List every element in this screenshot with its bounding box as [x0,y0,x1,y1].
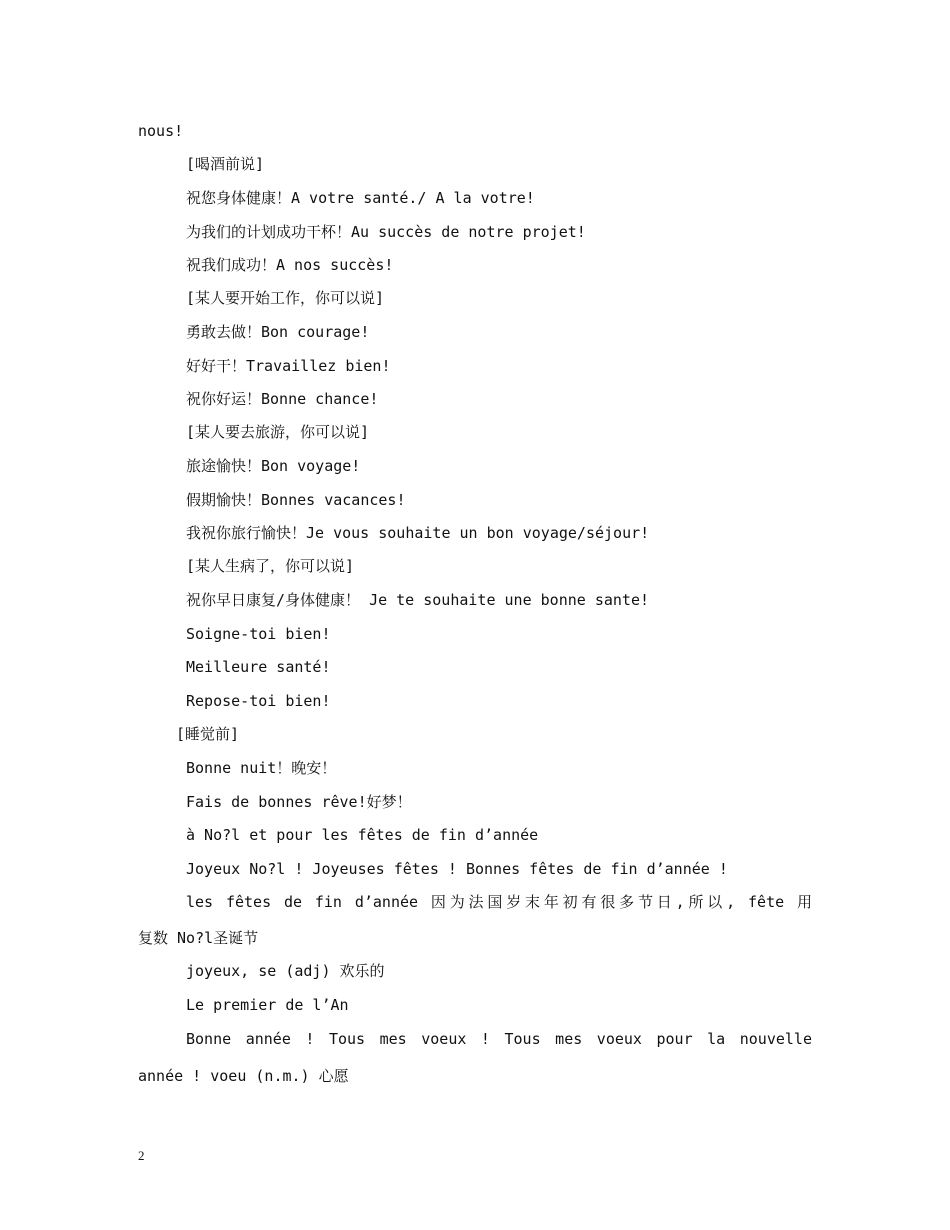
section-heading: [某人生病了，你可以说] [186,557,355,575]
section-heading: [某人要去旅游，你可以说] [186,423,370,441]
text-line: 祝我们成功！A nos succès! [186,256,394,274]
text-line: année ! voeu (n.m.) 心愿 [138,1067,349,1085]
text-line: 复数 No?l圣诞节 [138,929,259,947]
text-line: 祝您身体健康！A votre santé./ A la votre! [186,189,535,207]
text-line: Joyeux No?l ! Joyeuses fêtes ! Bonnes fêtes de fin d’année ! [186,860,728,878]
text-line: les fêtes de fin d’année 因为法国岁末年初有很多节日,所以, fête 用 [186,893,812,911]
text-line: 勇敢去做！Bon courage! [186,323,370,341]
section-heading: [某人要开始工作，你可以说] [186,289,385,307]
text-line: 为我们的计划成功干杯！Au succès de notre projet! [186,223,586,241]
text-line: à No?l et pour les fêtes de fin d’année [186,826,539,844]
text-line: Soigne-toi bien! [186,625,331,643]
section-heading: [睡觉前] [176,725,240,743]
text-line: 好好干！Travaillez bien! [186,357,391,375]
section-heading: [喝酒前说] [186,155,265,173]
text-line: Meilleure santé! [186,658,331,676]
text-line: Le premier de l’An [186,996,349,1014]
text-line: Bonne nuit！晚安！ [186,759,337,777]
text-line: 假期愉快！Bonnes vacances! [186,491,406,509]
text-line: 我祝你旅行愉快！Je vous souhaite un bon voyage/séjour! [186,524,650,542]
page-number: 2 [138,1148,145,1163]
text-line: Repose-toi bien! [186,692,331,710]
text-line: 旅途愉快！Bon voyage! [186,457,361,475]
text-line: 祝你早日康复/身体健康！ Je te souhaite une bonne sante! [186,591,650,609]
text-line: Fais de bonnes rêve!好梦！ [186,793,412,811]
text-line: nous! [138,122,184,140]
text-line: Bonne année ! Tous mes voeux ! Tous mes voeux pour la nouvelle [186,1030,812,1048]
text-line: 祝你好运！Bonne chance! [186,390,379,408]
text-line: joyeux, se (adj) 欢乐的 [186,962,385,980]
